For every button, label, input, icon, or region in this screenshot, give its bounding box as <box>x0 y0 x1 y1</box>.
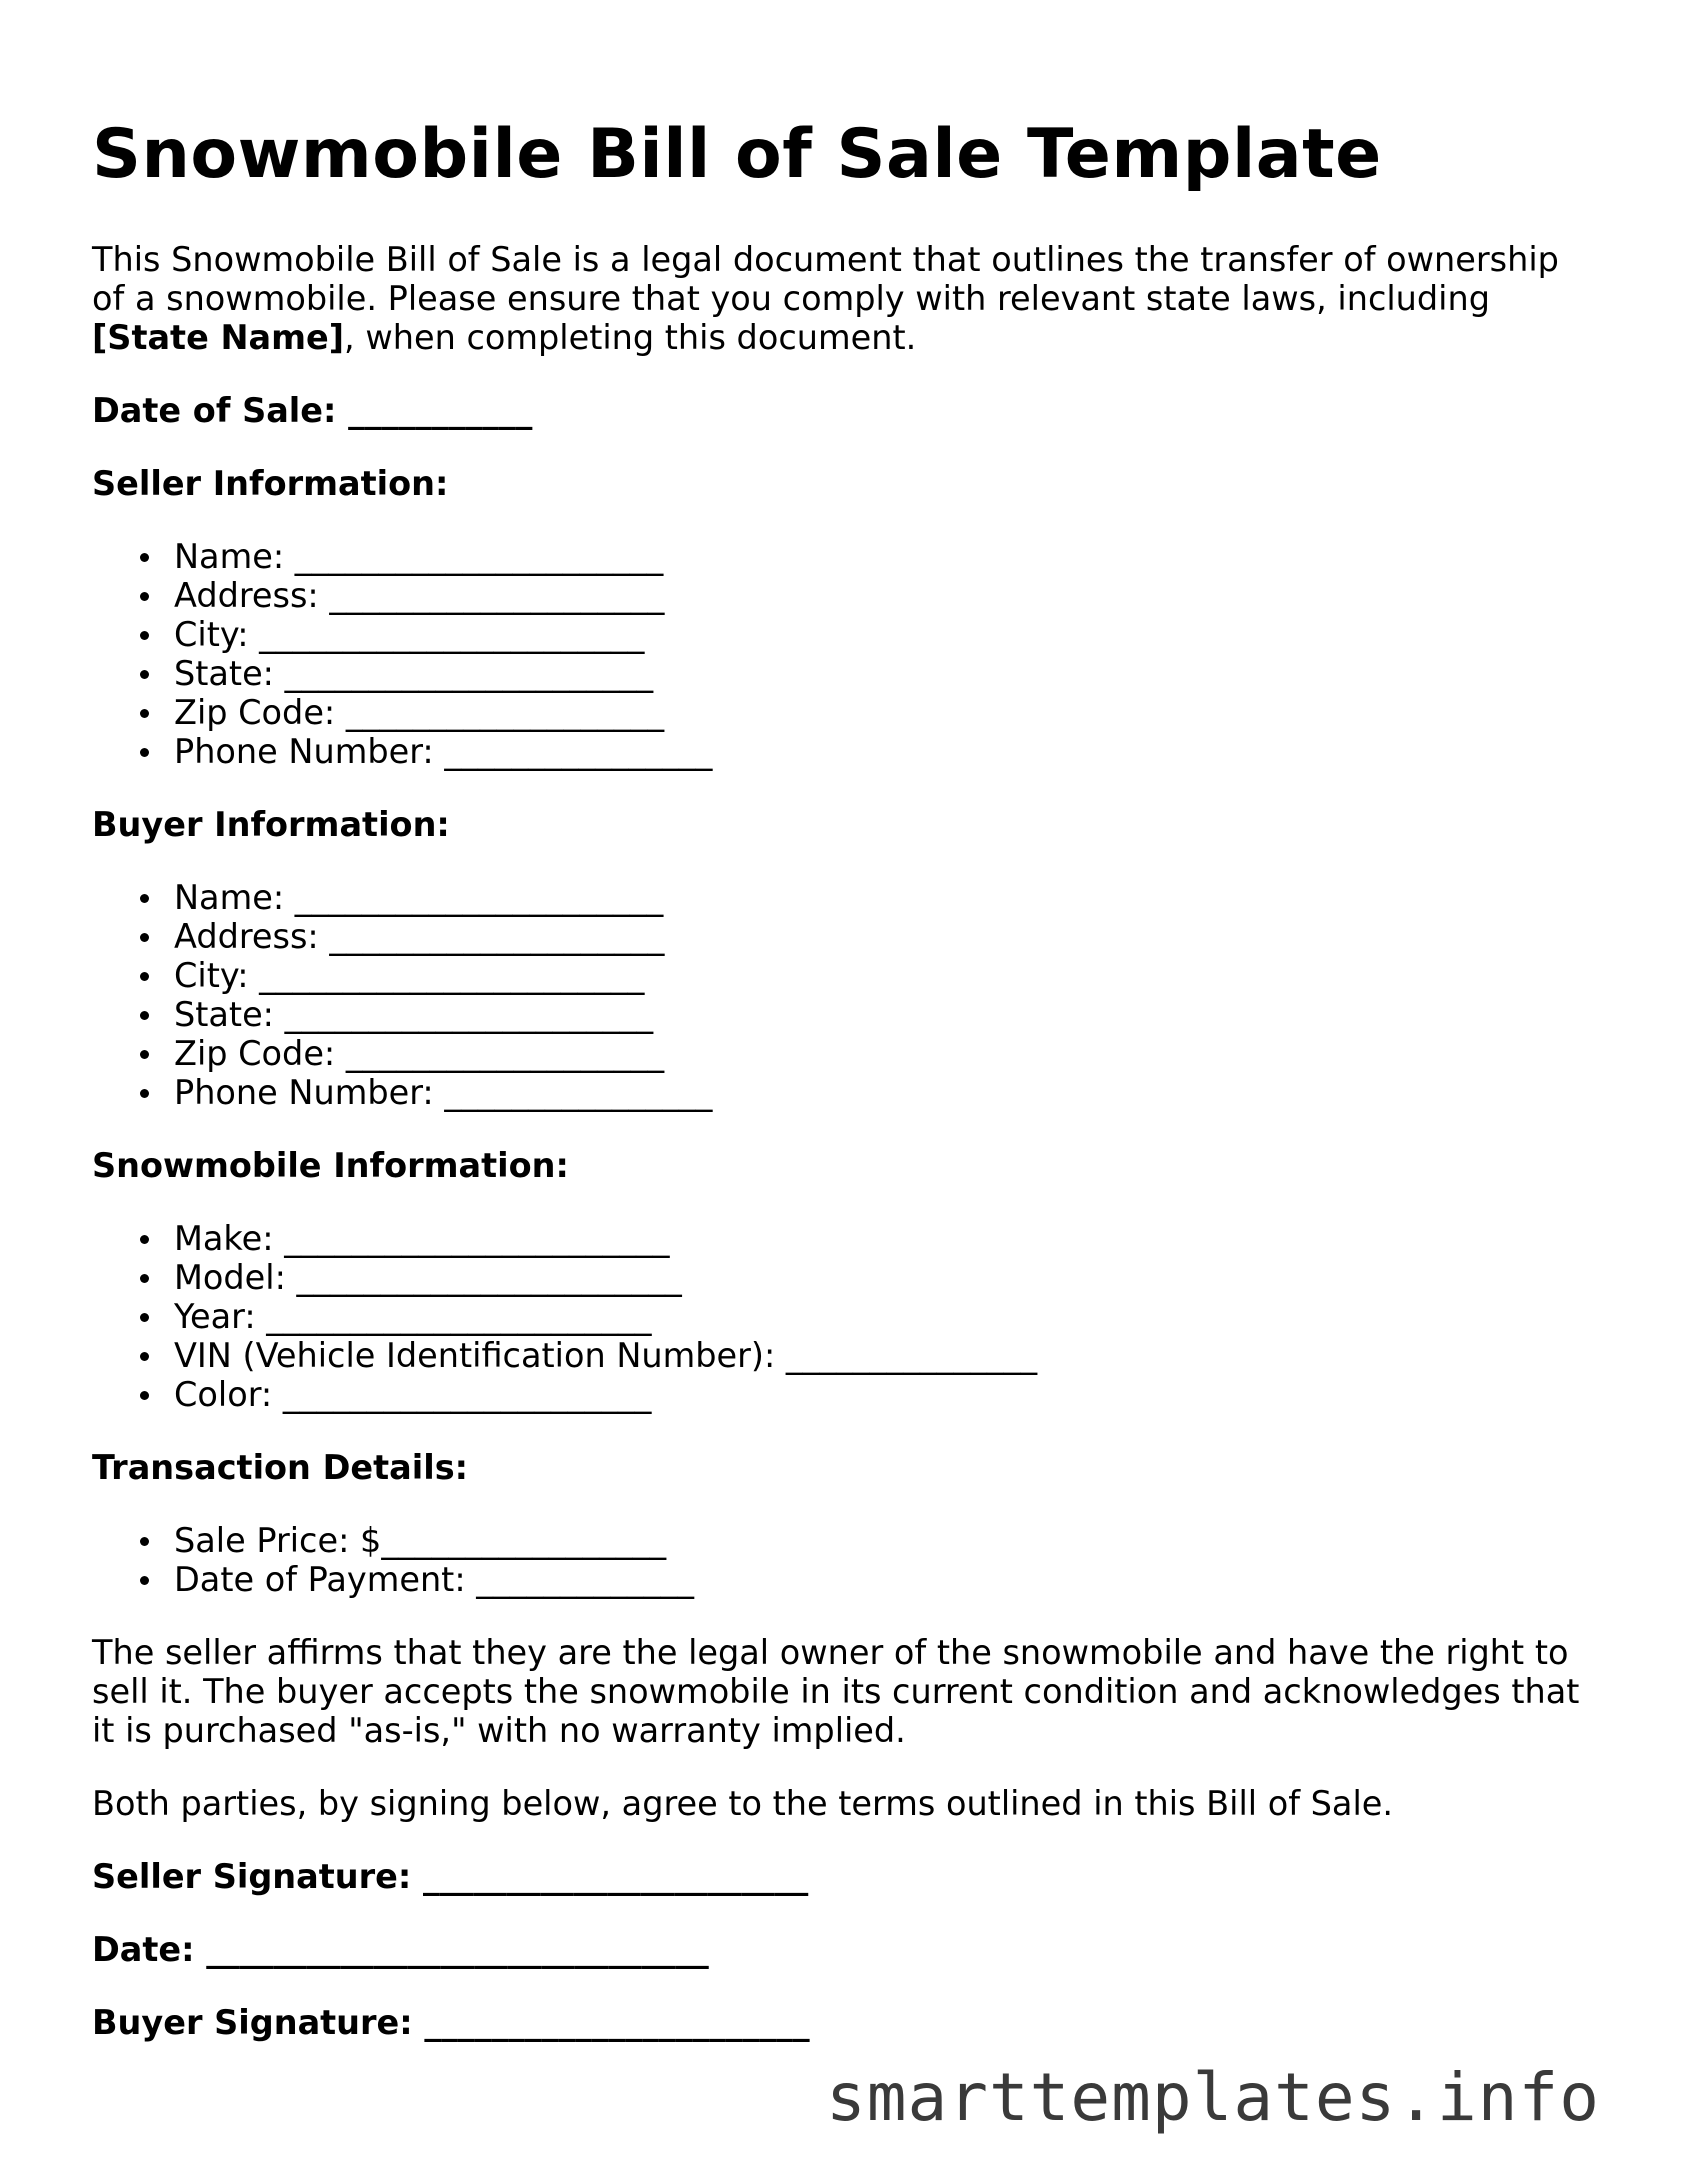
signature-date-line <box>92 1930 1592 1969</box>
document-page <box>92 110 1592 2042</box>
buyer-signature-blank[interactable]: _______________________ <box>424 2003 810 2042</box>
list-item <box>174 693 1592 732</box>
buyer-phone-label: Phone Number: <box>174 1073 434 1112</box>
sale-price-blank[interactable]: _________________ <box>381 1521 667 1560</box>
list-item <box>174 1375 1592 1414</box>
signature-date-label: Date: <box>92 1930 195 1969</box>
vin-label: VIN (Vehicle Identification Number): <box>174 1336 776 1375</box>
date-of-payment-label: Date of Payment: <box>174 1560 466 1599</box>
seller-field-list <box>92 537 1592 771</box>
list-item <box>174 1521 1592 1560</box>
transaction-field-list <box>92 1521 1592 1599</box>
model-blank[interactable]: _______________________ <box>296 1258 682 1297</box>
seller-name-label: Name: <box>174 537 285 576</box>
list-item <box>174 1034 1592 1073</box>
list-item <box>174 1297 1592 1336</box>
buyer-state-blank[interactable]: ______________________ <box>284 995 654 1034</box>
make-blank[interactable]: _______________________ <box>284 1219 670 1258</box>
buyer-state-label: State: <box>174 995 274 1034</box>
list-item <box>174 1560 1592 1599</box>
list-item <box>174 956 1592 995</box>
buyer-signature-line <box>92 2003 1592 2042</box>
seller-address-label: Address: <box>174 576 319 615</box>
seller-phone-blank[interactable]: ________________ <box>444 732 713 771</box>
seller-signature-blank[interactable]: _______________________ <box>422 1857 809 1896</box>
buyer-signature-label: Buyer Signature: <box>92 2003 413 2042</box>
seller-state-label: State: <box>174 654 274 693</box>
list-item <box>174 537 1592 576</box>
list-item <box>174 1336 1592 1375</box>
sale-price-label: Sale Price: $ <box>174 1521 382 1560</box>
date-of-sale-label: Date of Sale: <box>92 391 337 430</box>
seller-state-blank[interactable]: ______________________ <box>284 654 654 693</box>
list-item <box>174 878 1592 917</box>
list-item <box>174 576 1592 615</box>
year-label: Year: <box>174 1297 256 1336</box>
seller-address-blank[interactable]: ____________________ <box>329 576 665 615</box>
vin-blank[interactable]: _______________ <box>785 1336 1038 1375</box>
list-item <box>174 732 1592 771</box>
intro-paragraph <box>92 240 1592 357</box>
list-item <box>174 654 1592 693</box>
seller-phone-label: Phone Number: <box>174 732 434 771</box>
state-name-placeholder: [State Name] <box>92 318 345 357</box>
buyer-info-heading: Buyer Information: <box>92 805 450 844</box>
list-item <box>174 917 1592 956</box>
seller-info-heading: Seller Information: <box>92 464 449 503</box>
agreement-paragraph: Both parties, by signing below, agree to the terms outlined in this Bill of Sale. <box>92 1784 1394 1823</box>
affirmation-paragraph: The seller affirms that they are the legal owner of the snowmobile and have the right to sell it. The buyer accepts the snowmobile in its current condition and acknowledges that it is purchased "as-is," with no warranty implied. <box>92 1633 1580 1750</box>
date-of-sale-line <box>92 391 1592 430</box>
buyer-city-label: City: <box>174 956 249 995</box>
list-item <box>174 1073 1592 1112</box>
seller-name-blank[interactable]: ______________________ <box>294 537 664 576</box>
intro-text-before: This Snowmobile Bill of Sale is a legal document that outlines the transfer of ownership of a snowmobile. Please ensure that you comply with relevant state laws, including <box>92 240 1559 318</box>
seller-signature-line <box>92 1857 1592 1896</box>
seller-zip-label: Zip Code: <box>174 693 336 732</box>
snowmobile-info-heading: Snowmobile Information: <box>92 1146 569 1185</box>
make-label: Make: <box>174 1219 274 1258</box>
buyer-field-list <box>92 878 1592 1112</box>
seller-signature-label: Seller Signature: <box>92 1857 412 1896</box>
seller-city-label: City: <box>174 615 249 654</box>
date-of-payment-blank[interactable]: _____________ <box>476 1560 695 1599</box>
buyer-name-label: Name: <box>174 878 285 917</box>
color-label: Color: <box>174 1375 273 1414</box>
transaction-details-heading: Transaction Details: <box>92 1448 469 1487</box>
buyer-city-blank[interactable]: _______________________ <box>259 956 645 995</box>
intro-text-after: , when completing this document. <box>344 318 917 357</box>
year-blank[interactable]: _______________________ <box>266 1297 652 1336</box>
list-item <box>174 1258 1592 1297</box>
model-label: Model: <box>174 1258 286 1297</box>
list-item <box>174 995 1592 1034</box>
list-item <box>174 1219 1592 1258</box>
signature-date-blank[interactable]: ______________________________ <box>206 1930 709 1969</box>
seller-city-blank[interactable]: _______________________ <box>259 615 645 654</box>
buyer-zip-blank[interactable]: ___________________ <box>345 1034 665 1073</box>
buyer-address-blank[interactable]: ____________________ <box>329 917 665 956</box>
color-blank[interactable]: ______________________ <box>282 1375 652 1414</box>
date-of-sale-blank[interactable]: ___________ <box>348 391 533 430</box>
page-title: Snowmobile Bill of Sale Template <box>92 115 1382 194</box>
seller-zip-blank[interactable]: ___________________ <box>345 693 665 732</box>
list-item <box>174 615 1592 654</box>
buyer-name-blank[interactable]: ______________________ <box>294 878 664 917</box>
buyer-zip-label: Zip Code: <box>174 1034 336 1073</box>
watermark-text: smarttemplates.info <box>826 2059 1600 2136</box>
snowmobile-field-list <box>92 1219 1592 1414</box>
buyer-phone-blank[interactable]: ________________ <box>444 1073 713 1112</box>
buyer-address-label: Address: <box>174 917 319 956</box>
